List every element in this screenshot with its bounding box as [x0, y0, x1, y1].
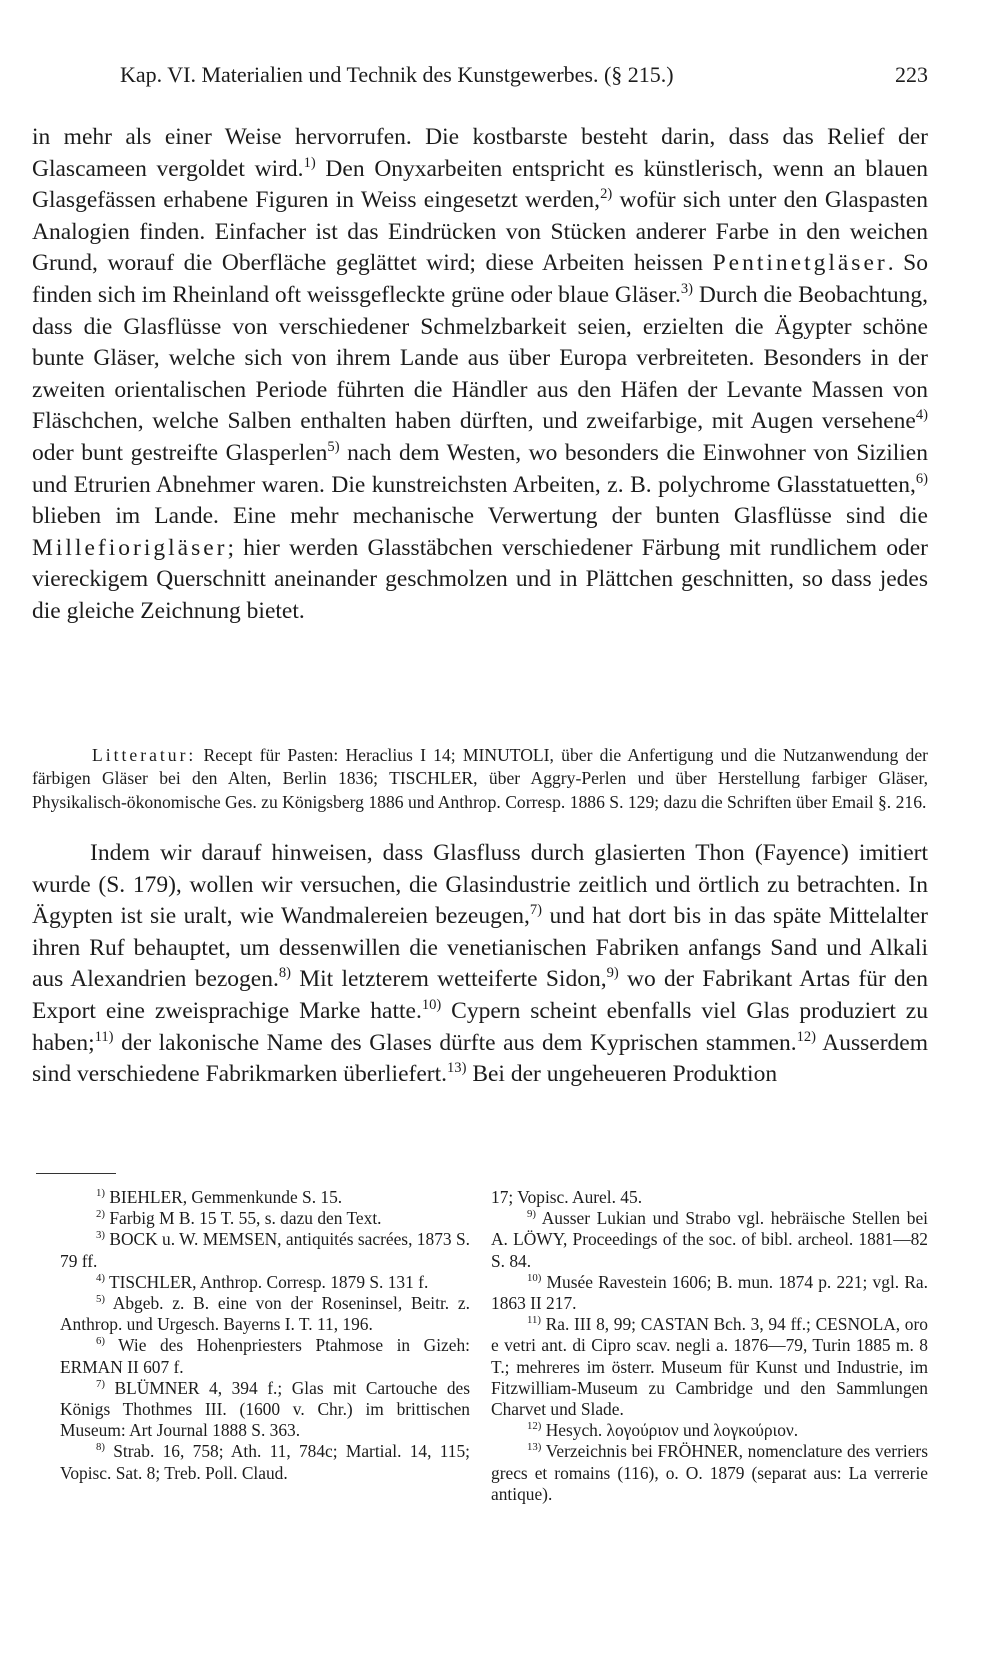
footnote — [491, 1272, 928, 1314]
footnote-number: 1) — [96, 1187, 105, 1200]
footnote-text: BOCK u. W. MEMSEN, antiquités sacrées, 1873 S. 79 ff. — [60, 1229, 470, 1271]
footnotes-left-column — [60, 1187, 470, 1484]
text-run: Bei der ungeheueren Produktion — [466, 1061, 778, 1088]
footnote-ref: 5) — [327, 439, 340, 456]
footnote — [60, 1187, 470, 1208]
footnote-text: Ausser Lukian und Strabo vgl. hebräische Stellen bei A. LÖWY, Proceedings of the soc. of bibl. archeol. 1881—82 S. 84. — [491, 1208, 928, 1271]
text-run: . So finden sich im Rheinland oft weissgefleckte grüne oder blaue Gläser. — [32, 250, 928, 308]
footnote-number: 6) — [96, 1335, 105, 1348]
footnote-ref: 7) — [529, 902, 543, 919]
footnote-number: 9) — [527, 1208, 536, 1221]
footnote-text: Ra. III 8, 99; CASTAN Bch. 3, 94 ff.; CESNOLA, oro e vetri ant. di Cipro scav. negli a. 1876—79, Turin 1885 m. 8 T.; mehreres im österr. Museum für Kunst und Industrie, im Fitzwilliam-Museum zu Cambridge und den Sammlungen Charvet und Slade. — [491, 1314, 928, 1420]
text-run: Cypern scheint ebenfalls viel Glas produziert zu haben; — [32, 997, 928, 1056]
footnote-ref: 11) — [94, 1028, 114, 1045]
text-run: der lakonische Name des Glases dürfte aus dem Kyprischen stammen. — [113, 1029, 797, 1056]
literature-text: Recept für Pasten: Heraclius I 14; MINUTOLI, über die Anfertigung und die Nutzanwendung der färbigen Gläser bei den Alten, Berlin 1836; TISCHLER, über Aggry-Perlen und über Herstellung farbiger Gläser, Physikalisch-ökonomische Ges. zu Königsberg 1886 und Anthrop. Corresp. 1886 S. 129; dazu die Schriften über Email §. 216. — [32, 745, 928, 812]
text-run: und hat dort bis in das späte Mittelalter ihren Ruf behauptet, um dessenwillen die venetianischen Fabriken anfangs Sand und Alkali aus Alexandrien bezogen. — [32, 903, 928, 993]
footnote-text: Wie des Hohenpriesters Ptahmose in Gizeh: ERMAN II 607 f. — [60, 1335, 470, 1377]
footnote-ref: 6) — [915, 470, 928, 487]
footnote-number: 13) — [527, 1441, 542, 1454]
footnote — [491, 1208, 928, 1272]
footnote — [60, 1293, 470, 1335]
literature-paragraph — [32, 744, 928, 814]
footnote-ref: 12) — [796, 1028, 816, 1045]
footnote-text: Abgeb. z. B. eine von der Roseninsel, Beitr. z. Anthrop. und Urgesch. Bayerns I. T. 11, 196. — [60, 1293, 470, 1335]
footnote — [60, 1378, 470, 1442]
text-run: oder bunt gestreifte Glasperlen — [32, 439, 328, 466]
main-paragraph-1 — [32, 122, 928, 628]
footnote-ref: 8) — [278, 965, 291, 982]
footnote-text: Verzeichnis bei FRÖHNER, nomenclature des verriers grecs et romains (116), o. O. 1879 (separat aus: La verrerie antique). — [491, 1441, 928, 1504]
footnote — [60, 1229, 470, 1271]
footnote-number: 7) — [96, 1378, 105, 1391]
page-number: 223 — [895, 62, 928, 87]
footnote-number: 8) — [96, 1441, 105, 1454]
footnote-number: 12) — [527, 1420, 542, 1433]
footnote-ref: 1) — [303, 154, 316, 171]
text-run: ; hier werden Glasstäbchen verschiedener Färbung mit rundlichem oder viereckigem Querschnitt aneinander geschmolzen und in Plättchen geschnitten, so dass jedes die gleiche Zeichnung bietet. — [32, 534, 928, 624]
footnote — [491, 1420, 928, 1441]
footnote-ref: 3) — [680, 281, 693, 298]
footnote-number: 4) — [96, 1272, 105, 1285]
main-paragraph-2 — [32, 838, 928, 1091]
footnote-number: 11) — [527, 1314, 541, 1327]
text-run: wo der Fabrikant Artas für den Export eine zweisprachige Marke hatte. — [32, 966, 928, 1024]
footnote-number: 2) — [96, 1208, 105, 1221]
footnote-continuation: 17; Vopisc. Aurel. 45. — [491, 1187, 643, 1207]
text-run: Durch die Beobachtung, dass die Glasflüsse von verschiedener Schmelzbarkeit seien, erzielten die Ägypter schöne bunte Gläser, welche sich von ihrem Lande aus über Europa verbreiteten. Besonders in der zweiten orientalischen Periode führten die Händler aus den Häfen der Levante Massen von Fläschchen, welche Salben enthalten haben dürften, und zweifarbige, mit Augen versehene — [32, 281, 928, 435]
footnote — [60, 1335, 470, 1377]
footnote-ref: 10) — [421, 997, 442, 1014]
footnote-number: 3) — [96, 1229, 105, 1242]
footnote-text: Strab. 16, 758; Ath. 11, 784c; Martial. 14, 115; Vopisc. Sat. 8; Treb. Poll. Claud. — [60, 1441, 470, 1483]
spaced-term: Millefiorigläser — [32, 534, 228, 561]
text-run: Ausserdem sind verschiedene Fabrikmarken überliefert. — [32, 1029, 928, 1088]
footnote — [491, 1441, 928, 1505]
footnote — [491, 1314, 928, 1420]
footnote-text: Farbig M B. 15 T. 55, s. dazu den Text. — [104, 1208, 382, 1229]
text-run: in mehr als einer Weise hervorrufen. Die kostbarste besteht darin, dass das Relief der Glascameen vergoldet wird. — [32, 124, 928, 182]
text-run: Mit letzterem wetteiferte Sidon, — [291, 966, 607, 993]
footnote-text: BIEHLER, Gemmenkunde S. 15. — [104, 1187, 343, 1207]
footnote-text: Musée Ravestein 1606; B. mun. 1874 p. 221; vgl. Ra. 1863 II 217. — [491, 1271, 928, 1314]
literature-label: Litteratur: — [92, 745, 197, 765]
footnote-number: 5) — [96, 1293, 105, 1306]
spaced-term: Pentinetgläser — [712, 250, 888, 277]
footnote-ref: 2) — [600, 186, 613, 203]
footnote — [60, 1272, 470, 1293]
footnote-separator — [36, 1173, 116, 1174]
footnote-ref: 13) — [447, 1060, 467, 1077]
text-run: wofür sich unter den Glaspasten Analogien finden. Einfacher ist das Eindrücken von Stücken anderer Farbe in den weichen Grund, worauf die Oberfläche geglättet wird; diese Arbeiten heissen — [32, 187, 928, 277]
footnotes-right-column — [491, 1187, 928, 1505]
footnote — [60, 1441, 470, 1483]
text-run: blieben im Lande. Eine mehr mechanische Verwertung der bunten Glasflüsse sind die — [32, 503, 928, 530]
footnote-ref: 9) — [606, 965, 619, 982]
footnote-text: BLÜMNER 4, 394 f.; Glas mit Cartouche des Königs Thothmes III. (1600 v. Chr.) im brittischen Museum: Art Journal 1888 S. 363. — [60, 1377, 470, 1441]
footnote-number: 10) — [527, 1272, 542, 1285]
footnote-ref: 4) — [915, 407, 928, 424]
running-title: Kap. VI. Materialien und Technik des Kunstgewerbes. (§ 215.) — [120, 62, 674, 87]
text-run: Den Onyxarbeiten entspricht es künstlerisch, wenn an blauen Glasgefässen erhabene Figuren in Weiss eingesetzt werden, — [32, 155, 928, 214]
footnote-text: Hesych. λογούριον und λογκούριον. — [541, 1420, 799, 1441]
footnote-text: TISCHLER, Anthrop. Corresp. 1879 S. 131 f. — [104, 1271, 429, 1292]
footnote — [60, 1208, 470, 1229]
text-run: Indem wir darauf hinweisen, dass Glasfluss durch glasierten Thon (Fayence) imitiert wurde (S. 179), wollen wir versuchen, die Glasindustrie zeitlich und örtlich zu betrachten. In Ägypten ist sie uralt, wie Wandmalereien bezeugen, — [32, 840, 928, 930]
running-header — [120, 62, 928, 92]
text-run: nach dem Westen, wo besonders die Einwohner von Sizilien und Etrurien Abnehmer waren. Die kunstreichsten Arbeiten, z. B. polychrome Glasstatuetten, — [32, 439, 928, 498]
